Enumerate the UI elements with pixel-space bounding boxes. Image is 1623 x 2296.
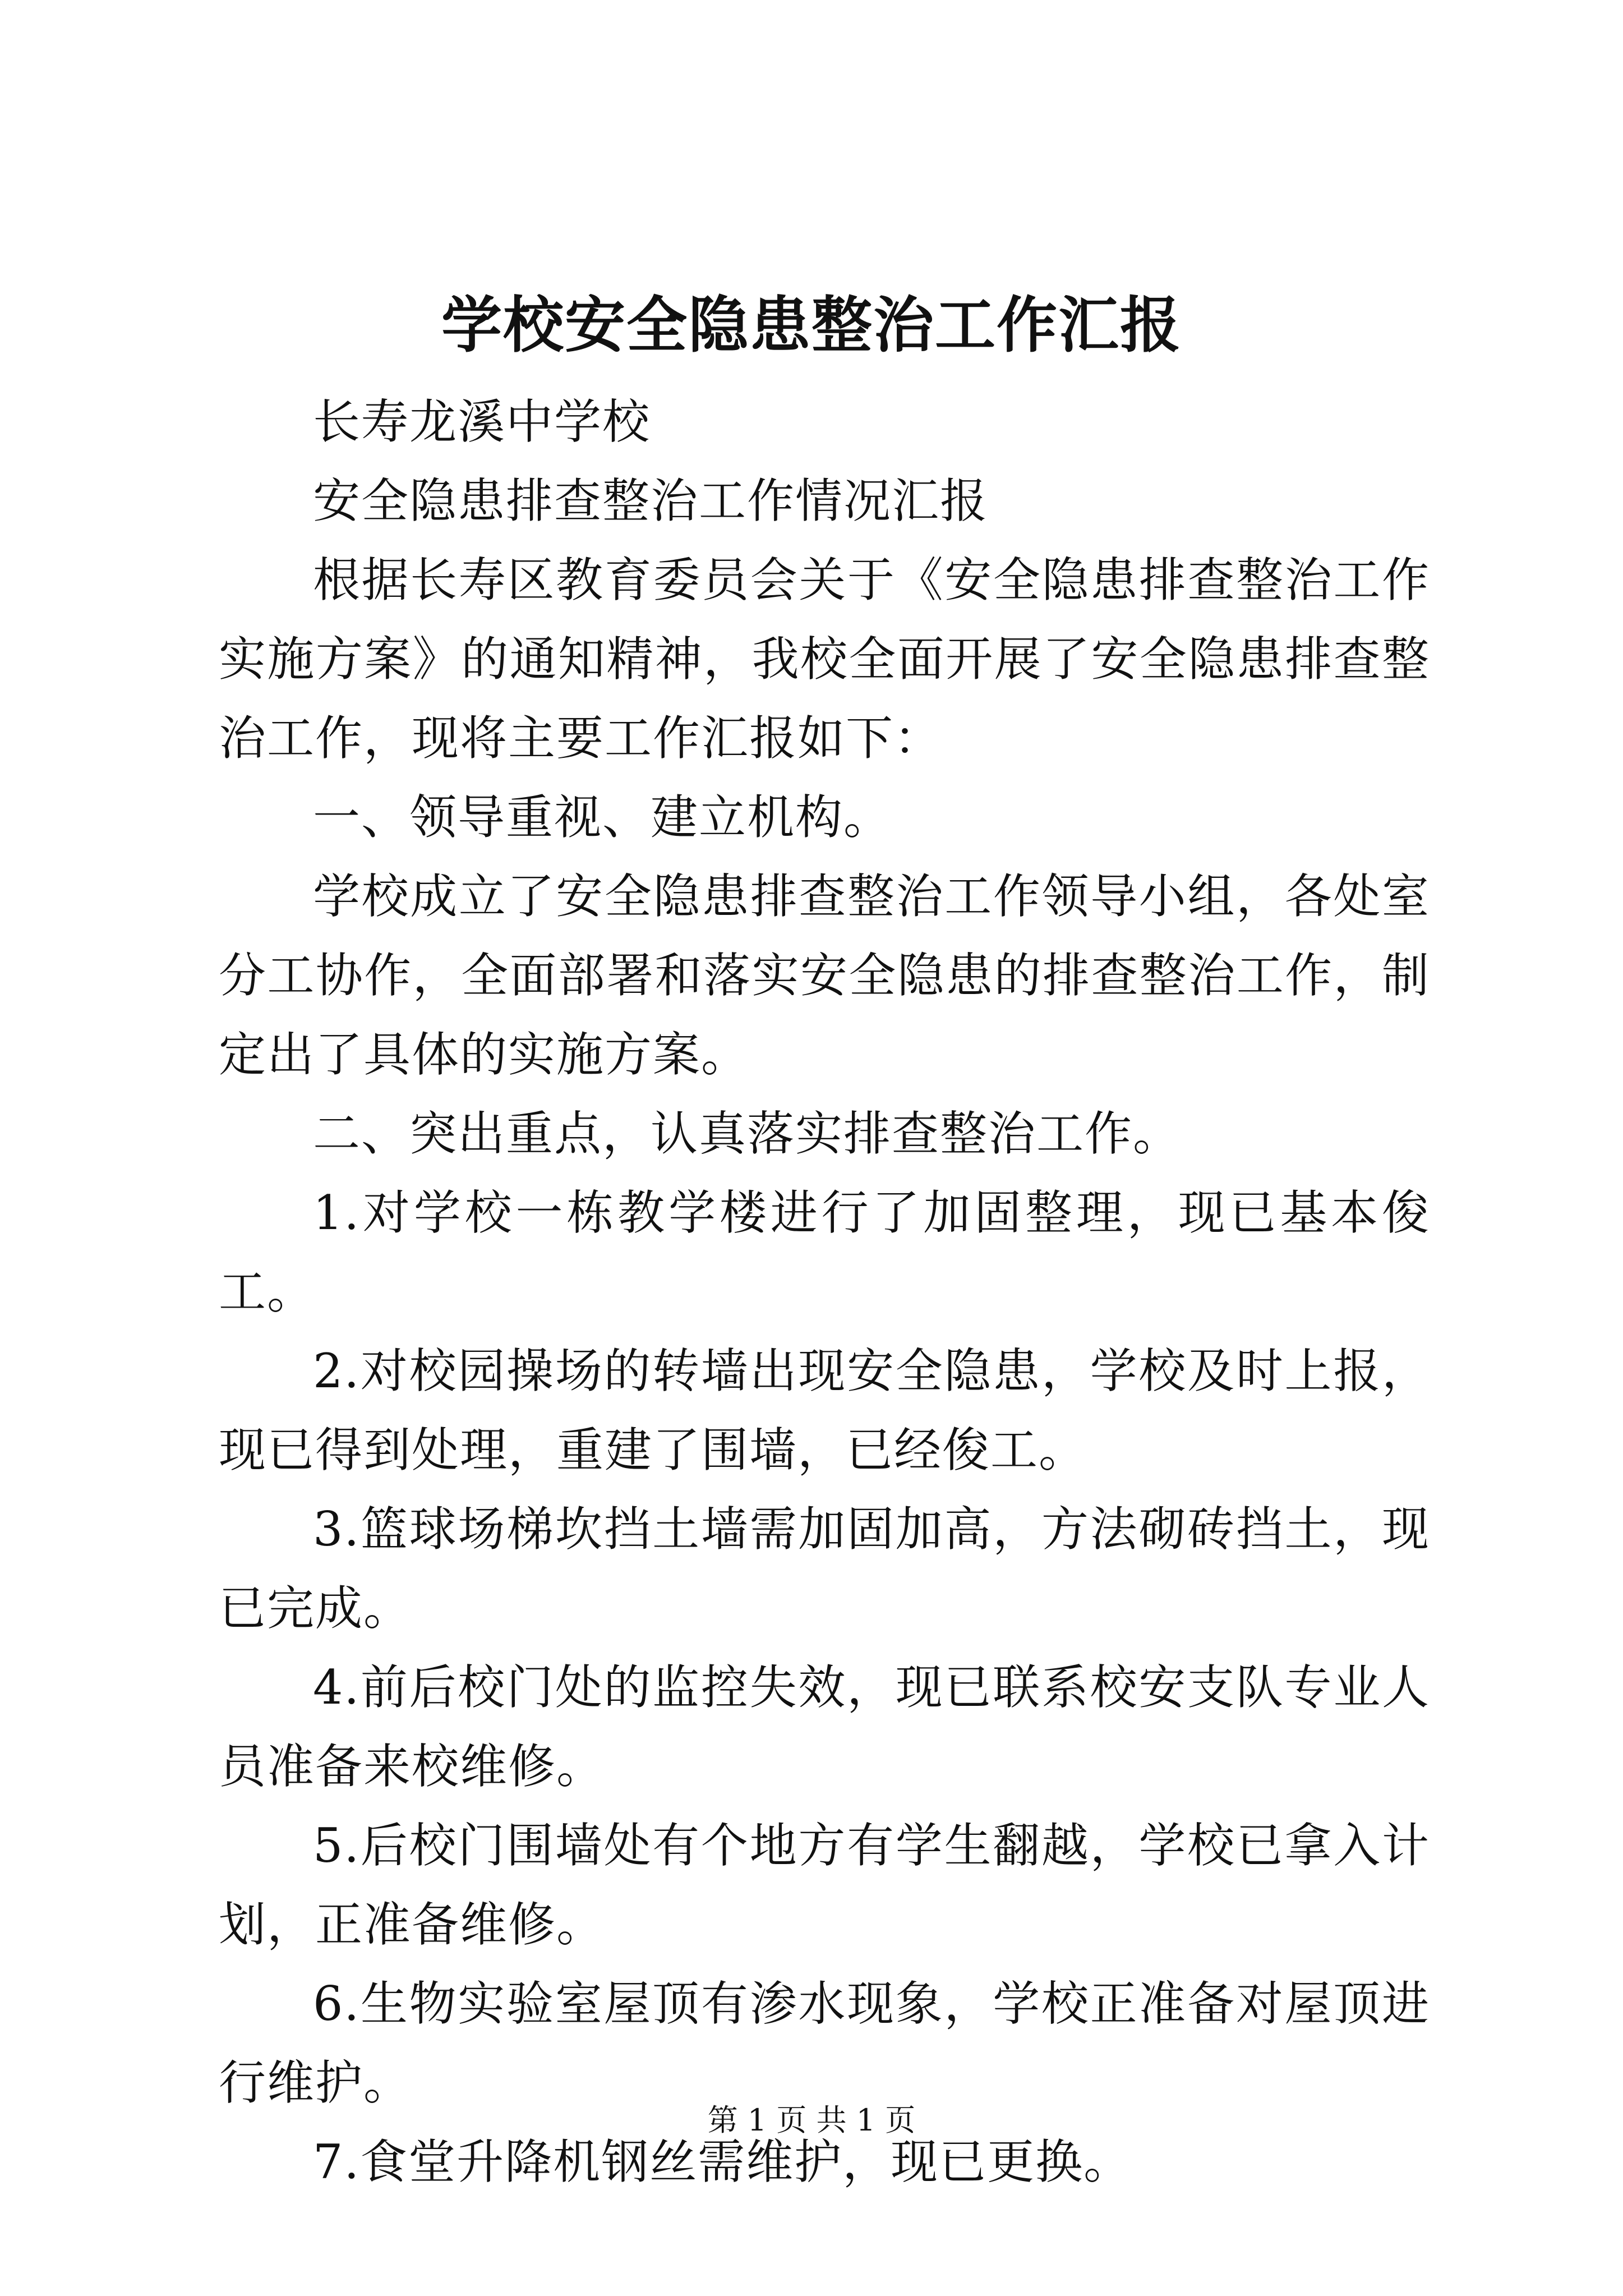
paragraph-section-1: 学校成立了安全隐患排查整治工作领导小组，各处室分工协作，全面部署和落实安全隐患的排查整治工作，制定出了具体的实施方案。 bbox=[219, 869, 1430, 1082]
page-footer: 第 1 页 共 1 页 bbox=[707, 2102, 916, 2138]
list-item-1: 1.对学校一栋教学楼进行了加固整理，现已基本俊工。 bbox=[219, 1185, 1430, 1319]
document-body bbox=[219, 383, 1430, 2202]
section-heading-2: 二、突出重点，认真落实排查整治工作。 bbox=[313, 1106, 1182, 1161]
list-item-2: 2.对校园操场的转墙出现安全隐患，学校及时上报，现已得到处理，重建了围墙，已经俊工。 bbox=[219, 1343, 1430, 1478]
document-title: 学校安全隐患整治工作汇报 bbox=[441, 290, 1182, 361]
list-item-7: 7.食堂升降机钢丝需维护，现已更换。 bbox=[313, 2134, 1132, 2189]
list-item-6: 6.生物实验室屋顶有渗水现象，学校正准备对屋顶进行维护。 bbox=[219, 1976, 1430, 2110]
paragraph-intro: 根据长寿区教育委员会关于《安全隐患排查整治工作实施方案》的通知精神，我校全面开展了安全隐患排查整治工作，现将主要工作汇报如下： bbox=[219, 553, 1430, 766]
list-item-3: 3.篮球场梯坎挡土墙需加固加高，方法砌砖挡土，现已完成。 bbox=[219, 1502, 1430, 1636]
list-item-4: 4.前后校门处的监控失效，现已联系校安支队专业人员准备来校维修。 bbox=[219, 1660, 1430, 1794]
list-item-5: 5.后校门围墙处有个地方有学生翻越，学校已拿入计划，正准备维修。 bbox=[219, 1818, 1430, 1952]
section-heading-1: 一、领导重视、建立机构。 bbox=[313, 790, 892, 845]
paragraph-report-subtitle: 安全隐患排查整治工作情况汇报 bbox=[313, 473, 989, 528]
paragraph-school-name: 长寿龙溪中学校 bbox=[313, 394, 651, 449]
